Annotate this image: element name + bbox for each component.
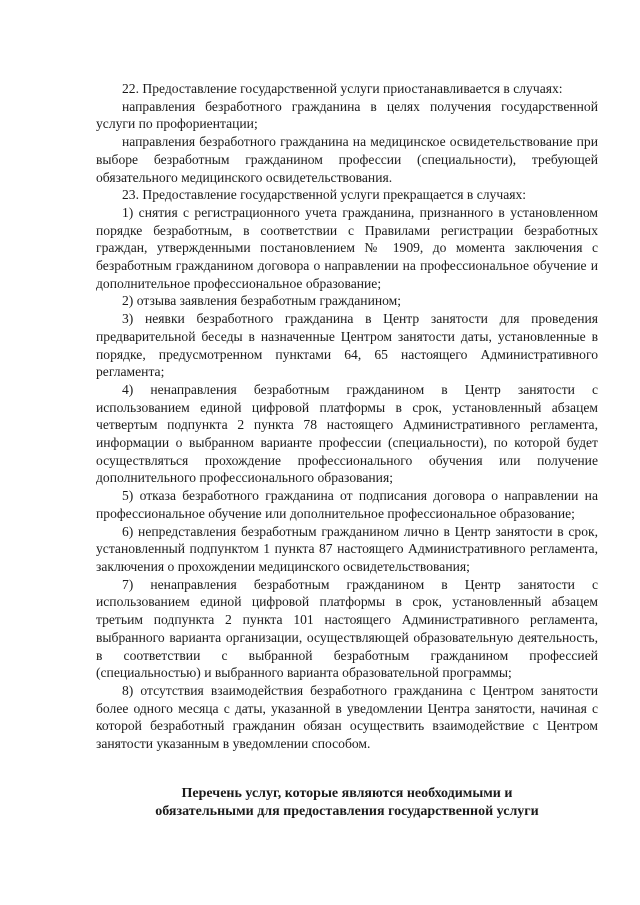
paragraph-22-case-2: направления безработного гражданина на медицинское освидетельствование при выборе безработным гражданином профессии (специальности), требующей обязательного медицинского освидетельствования.: [96, 134, 598, 185]
paragraph-23-item-7: 7) ненаправления безработным гражданином в Центр занятости с использованием единой цифровой платформы в срок, установленный абзацем третьим подпункта 2 пункта 101 настоящего Административного регламента, выбранного варианта организации, осуществляющей образовательную деятельность, в соответствии с выбранной безработным гражданином профессией (специальностью) и выбранного варианта образовательной программы;: [96, 576, 598, 681]
section-heading-line-2: обязательными для предоставления государственной услуги: [155, 804, 539, 819]
paragraph-23-item-5: 5) отказа безработного гражданина от подписания договора о направлении на профессиональное обучение или дополнительное профессиональное образование;: [96, 488, 598, 521]
paragraph-23-item-8: 8) отсутствия взаимодействия безработного гражданина с Центром занятости более одного месяца с даты, указанной в уведомлении Центра занятости, начиная с которой безработный гражданин обязан осуществить взаимодействие с Центром занятости указанным в уведомлении способом.: [96, 682, 598, 752]
paragraph-23-item-3: 3) неявки безработного гражданина в Центр занятости для проведения предварительной беседы в назначенные Центром занятости даты, установленные в порядке, предусмотренном пунктами 64, 65 настоящего Административного регламента;: [96, 311, 598, 380]
paragraph-23-item-2: 2) отзыва заявления безработным гражданином;: [122, 293, 402, 309]
paragraph-22-case-1: направления безработного гражданина в целях получения государственной услуги по профориентации;: [96, 98, 598, 132]
section-heading-line-1: Перечень услуг, которые являются необходимыми и: [181, 786, 513, 801]
paragraph-23: 23. Предоставление государственной услуги прекращается в случаях:: [122, 187, 527, 203]
paragraph-22: 22. Предоставление государственной услуги приостанавливается в случаях:: [122, 81, 563, 96]
document-body: [96, 80, 598, 753]
section-heading: [96, 785, 598, 821]
paragraph-23-item-1: 1) снятия с регистрационного учета гражданина, признанного в установленном порядке безработным, в соответствии с Правилами регистрации безработных граждан, утвержденными постановлением № 1909, до момента заключения с безработным гражданином договора о направлении на профессиональное обучение и дополнительное профессиональное образование;: [96, 204, 598, 291]
paragraph-23-item-4: 4) ненаправления безработным гражданином в Центр занятости с использованием единой цифровой платформы в срок, установленный абзацем четвертым подпункта 2 пункта 78 настоящего Административного регламента, информации о выбранном варианте профессии (специальности), по которой будет осуществляться прохождение профессионального обучения или получение дополнительного профессионального образования;: [96, 381, 598, 486]
paragraph-23-item-6: 6) непредставления безработным гражданином лично в Центр занятости в срок, установленный подпунктом 1 пункта 87 настоящего Административного регламента, заключения о прохождении медицинского освидетельствования;: [96, 523, 598, 574]
